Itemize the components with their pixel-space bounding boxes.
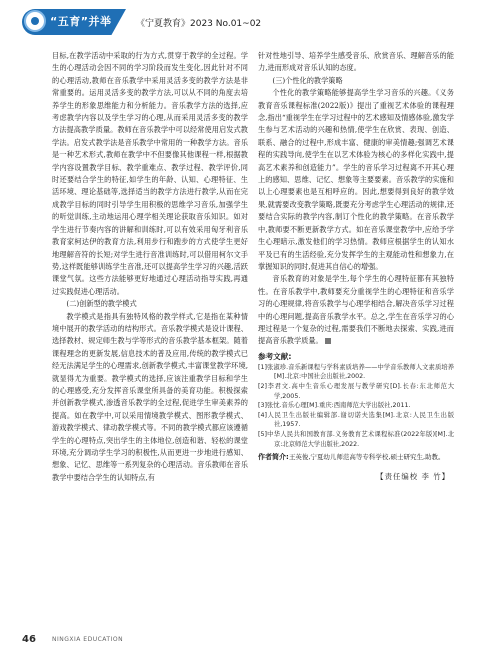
page-number: 46 xyxy=(22,634,36,645)
section-heading: (二)创新型的教学模式 xyxy=(66,299,137,309)
left-column xyxy=(52,50,248,484)
page-footer xyxy=(22,634,462,648)
page-header xyxy=(0,0,480,46)
journal-name-en: NINGXIA EDUCATION xyxy=(52,636,124,643)
author-bio-label: 作者简介: xyxy=(258,453,289,462)
reference-item: [1]张淑珍.音乐新课程与学科素质培养——中学音乐教师人文素质培养[M].北京:中国社会出版社,2002. xyxy=(258,363,454,381)
responsible-editor: 【责任编校 李 竹】 xyxy=(376,471,450,481)
badge-logo-icon xyxy=(24,10,46,32)
paragraph: 教学模式是指具有独特风格的教学样式,它是指在某种情境中展开的教学活动的结构形式。音乐教学模式是设计课程、选择教材、规定师生教与学等形式的音乐教学基本框架。随着课程理念的更新发展,信息技术的普及应用,传统的教学模式已经无法满足学生的心理需求,创新教学模式,丰富课堂教学环境,就显得尤为重要。教学模式的选择,应该注重教学目标和学生的心理感受,充分发挥音乐课堂所具备的美育功能。积极探索并创新教学模式,渗透音乐教学的全过程,促进学生审美素养的提高。如在教学中,可以采用情境教学模式、图形教学模式、游戏教学模式、律动教学模式等。不同的教学模式都应该遵循学生的心理特点,突出学生的主体地位,创造和谐、轻松的课堂环境,充分调动学生学习的积极性,从而更进一步地进行感知、想象、记忆、思维等一系列复杂的心理活动。音乐教师在音乐教学中要结合学生的认知特点,有 xyxy=(52,311,248,482)
reference-item: [3]张忱.音乐心理[M].重庆:西南师范大学出版社,2011. xyxy=(258,402,411,410)
references-list xyxy=(258,363,454,449)
reference-item: [2]李君文.高中生音乐心理发展与教学研究[D].长春:东北师范大学,2005. xyxy=(258,382,454,400)
paragraph xyxy=(258,273,454,347)
journal-issue: 《宁夏教育》2023 No.01~02 xyxy=(136,19,262,29)
right-column xyxy=(258,50,454,483)
section-badge-label: “五育”并举 xyxy=(50,15,112,28)
reference-item: [4]人民卫生出版社编辑部.谢切诺夫选集[M].北京:人民卫生出版社,1957. xyxy=(258,411,454,429)
end-mark-icon xyxy=(325,338,331,344)
references-title: 参考文献: xyxy=(258,351,292,361)
reference-item: [5]中华人民共和国教育部.义务教育艺术课程标准(2022年版)[M].北京:北京师范大学出版社,2022. xyxy=(258,430,454,448)
section-heading: (三)个性化的教学策略 xyxy=(272,75,343,85)
paragraph: 个性化的教学策略能够提高学生学习音乐的兴趣。《义务教育音乐课程标准(2022版)》提出了重视艺术体验的课程理念,指出“重视学生在学习过程中的艺术感知及情感体验,激发学生参与艺术活动的兴趣和热情,使学生在欣赏、表现、创造、联系、融合的过程中,形成丰富、健康的审美情趣;强调艺术课程的实践导向,使学生在以艺术体验为核心的多样化实践中,提高艺术素养和创造能力”。学生的音乐学习过程离不开其心理上的感知、思维、记忆、想象等主要要素。音乐教学的实施和以上心理要素也是互相呼应的。因此,想要得到良好的教学效果,就需要改变教学策略,既要充分考虑学生心理活动的规律,还要结合实际的教学内容,制订个性化的教学策略。在音乐教学中,教师要不断更新教学方式。如在音乐课堂教学中,应给予学生心理暗示,激发他们的学习热情。教师应根据学生的认知水平及已有的生活经验,充分发挥学生的主观能动性和想象力,在掌握知识的同时,促进其自信心的增强。 xyxy=(258,88,454,271)
paragraph-text: 音乐教育的对象是学生,每个学生的心理特征都有其独特性。在音乐教学中,教师要充分重视学生的心理特征和音乐学习的心理规律,将音乐教学与心理学相结合,解决音乐学习过程中的心理问题,提高音乐教学水平。总之,学生在音乐学习的心理过程是一个复杂的过程,需要我们不断地去探索、实践,进而提高音乐教学质量。 xyxy=(258,274,454,346)
paragraph: 目标,在教学活动中采取的行为方式,贯穿于教学的全过程。学生的心理活动会因不同的学习阶段而发生变化,因此针对不同的心理活动,教师在音乐教学中采用灵活多变的教学方法是非常重要的。运用灵活多变的教学方法,可以从不同的角度去培养学生的形象思维能力和分析能力。音乐教学方法的选择,应考虑教学内容以及学生学习的心理,从而采用灵活多变的教学方法提高教学质量。教师在音乐教学中可以经常使用启发式教学法。启发式教学法是音乐教学中常用的一种教学方法。音乐是一种艺术形式,教师在教学中不但要像其他课程一样,根据教学内容设置教学目标、教学重难点、教学过程、教学评价,同时还要结合学生的特征,如学生的年龄、认知、心理特征、生活环境、理论基础等,选择适当的教学方法进行教学,从而在完成教学目标的同时引导学生用积极的思维学习音乐,加强学生的听觉训练,主动地运用心理学相关理论获取音乐知识。如对学生进行节奏内容的讲解和训练时,可以有效采用匈牙利音乐教育家柯达伊的教育方法,利用步行和跑步的方式使学生更好地理解音符的长短;对学生进行音准训练时,可以借用柯尔文手势,这样既能够训练学生音准,还可以提高学生学习的兴趣,活跃课堂气氛。这些方法能够更好地通过心理活动指导实践,再通过实践促进心理活动。 xyxy=(52,51,248,296)
paragraph: 针对性地引导、培养学生感受音乐、欣赏音乐、理解音乐的能力,进而形成对音乐认知的态度。 xyxy=(258,51,454,73)
author-bio xyxy=(258,452,454,463)
author-bio-text: 王英俊,宁夏幼儿师范高等专科学校,硕士研究生,助教。 xyxy=(288,453,445,462)
